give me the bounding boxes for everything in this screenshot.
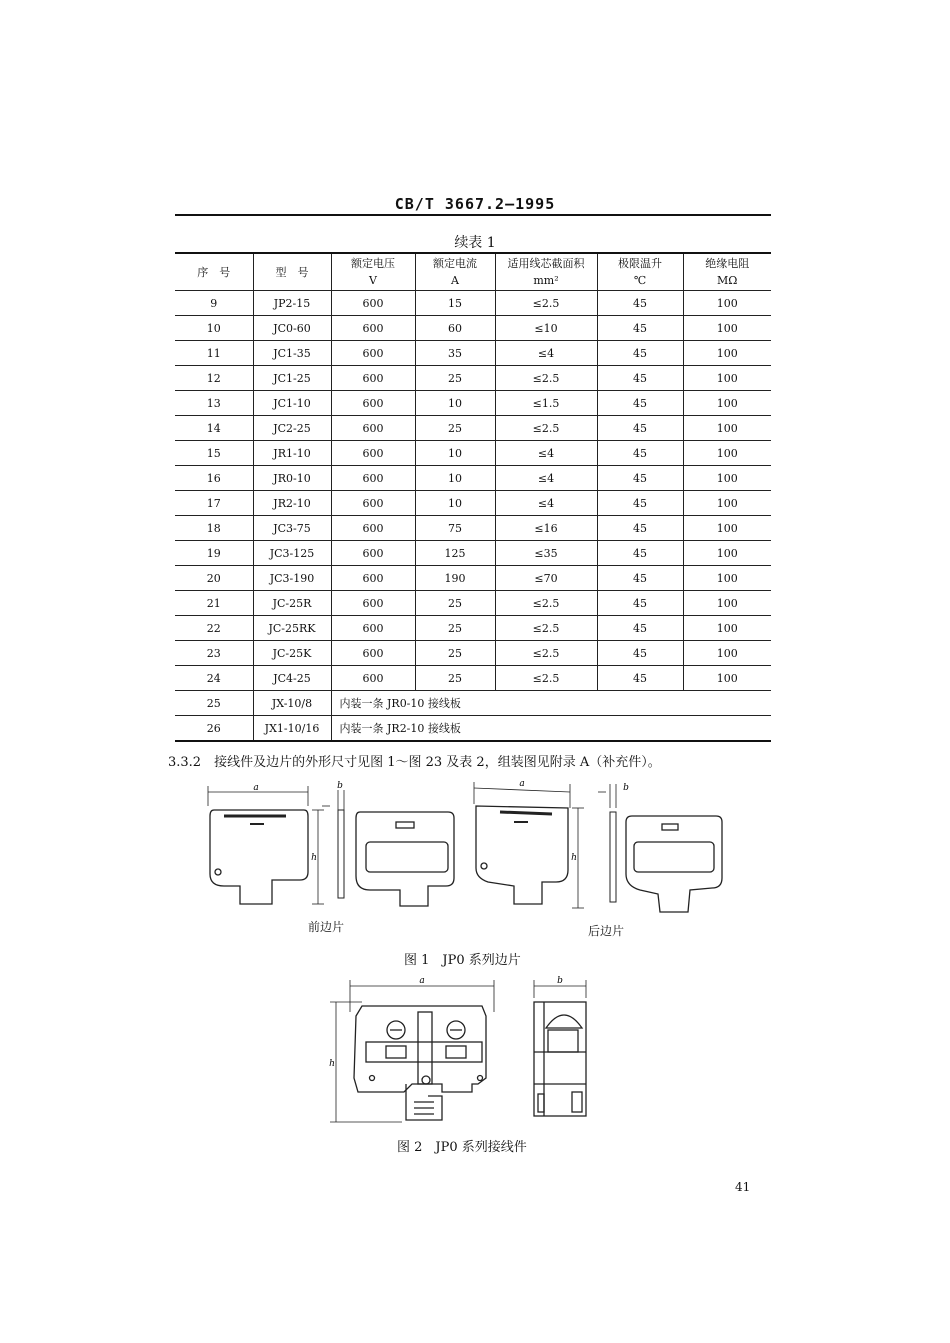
table-note-row <box>175 691 771 716</box>
table-cell: 45 <box>597 491 683 516</box>
table-cell: 17 <box>175 491 253 516</box>
table-cell: 45 <box>597 616 683 641</box>
page-number: 41 <box>735 1180 751 1194</box>
table-row <box>175 641 771 666</box>
table-cell: 45 <box>597 466 683 491</box>
header-line1: 序 号 <box>197 265 231 279</box>
fig1-back-dim-b: b <box>623 783 629 793</box>
table-cell: 25 <box>175 691 253 716</box>
table-cell: 45 <box>597 666 683 691</box>
table-row <box>175 616 771 641</box>
table-cell: JC1-25 <box>253 366 331 391</box>
table-row <box>175 416 771 441</box>
table-cell: 25 <box>415 366 495 391</box>
table-cell: ≤10 <box>495 316 597 341</box>
table-header-cell <box>331 253 415 291</box>
table-cell: 100 <box>683 516 771 541</box>
table-cell: JC1-10 <box>253 391 331 416</box>
table-cell: 600 <box>331 391 415 416</box>
fig2-dim-b: b <box>557 976 563 986</box>
table-row <box>175 491 771 516</box>
table-cell: 100 <box>683 291 771 316</box>
header-rule <box>175 214 771 216</box>
table-cell: 600 <box>331 541 415 566</box>
header-line1: 绝缘电阻 <box>705 257 750 270</box>
table-cell: JX-10/8 <box>253 691 331 716</box>
table-row <box>175 341 771 366</box>
table-cell: ≤4 <box>495 341 597 366</box>
table-cell: 15 <box>175 441 253 466</box>
fig2-dim-a: a <box>419 976 425 986</box>
table-cell: 600 <box>331 366 415 391</box>
section-paragraph: 3.3.2 接线件及边片的外形尺寸见图 1～图 23 及表 2，组装图见附录 A（补充件）。 <box>168 755 661 770</box>
table-cell: 10 <box>415 441 495 466</box>
table-cell: JC1-35 <box>253 341 331 366</box>
table-cell: 45 <box>597 516 683 541</box>
table-cell: 600 <box>331 516 415 541</box>
fig1-front-dim-b: b <box>337 781 343 791</box>
table-cell: 18 <box>175 516 253 541</box>
header-line1: 额定电压 <box>351 257 395 270</box>
table-cell: 10 <box>415 491 495 516</box>
table-cell: 100 <box>683 416 771 441</box>
table-row <box>175 466 771 491</box>
table-cell: ≤35 <box>495 541 597 566</box>
table-cell: 100 <box>683 666 771 691</box>
table-cell: 25 <box>415 616 495 641</box>
table-cell: 9 <box>175 291 253 316</box>
table-header-cell <box>253 253 331 291</box>
table-cell: 45 <box>597 566 683 591</box>
table-cell: 600 <box>331 416 415 441</box>
table-header-cell <box>175 253 253 291</box>
table-cell: ≤2.5 <box>495 666 597 691</box>
header-line2: V <box>369 274 377 287</box>
table-cell: 600 <box>331 566 415 591</box>
table-cell: JR0-10 <box>253 466 331 491</box>
table-cell: 100 <box>683 541 771 566</box>
table-cell: JR1-10 <box>253 441 331 466</box>
table-cell: 100 <box>683 641 771 666</box>
table-cell: 125 <box>415 541 495 566</box>
table-cell: JC-25RK <box>253 616 331 641</box>
table-cell: 19 <box>175 541 253 566</box>
header-line2: mm² <box>533 274 559 287</box>
table-cell: 100 <box>683 466 771 491</box>
table-cell: ≤2.5 <box>495 641 597 666</box>
table-cell: 100 <box>683 366 771 391</box>
table-cell: 190 <box>415 566 495 591</box>
figure2-drawing <box>322 972 602 1130</box>
table-cell: 600 <box>331 291 415 316</box>
fig1-front-dim-a: a <box>253 783 259 793</box>
table-cell: 45 <box>597 291 683 316</box>
table-cell: 45 <box>597 366 683 391</box>
table-cell: JR2-10 <box>253 491 331 516</box>
table-cell: ≤2.5 <box>495 616 597 641</box>
table-cell: 16 <box>175 466 253 491</box>
table-cell: ≤4 <box>495 466 597 491</box>
table-cell: 600 <box>331 466 415 491</box>
table-cell: 25 <box>415 666 495 691</box>
table-cell: JX1-10/16 <box>253 716 331 742</box>
table-cell: 23 <box>175 641 253 666</box>
table-cell: 内装一条 JR0-10 接线板 <box>331 691 771 716</box>
header-line2: ℃ <box>633 274 647 287</box>
header-line1: 适用线芯截面积 <box>507 257 585 270</box>
back-piece-label: 后边片 <box>588 924 625 938</box>
table-cell: ≤4 <box>495 441 597 466</box>
table-cell: ≤70 <box>495 566 597 591</box>
table-row <box>175 516 771 541</box>
table-cell: 100 <box>683 616 771 641</box>
table-cell: JC3-190 <box>253 566 331 591</box>
figure1-back-drawing <box>470 778 735 918</box>
table-cell: 24 <box>175 666 253 691</box>
header-line1: 型 号 <box>275 265 309 279</box>
table-cell: 60 <box>415 316 495 341</box>
table-cell: ≤16 <box>495 516 597 541</box>
fig2-dim-h: h <box>329 1059 335 1069</box>
table-cell: 26 <box>175 716 253 742</box>
table-cell: 600 <box>331 641 415 666</box>
table-cell: ≤2.5 <box>495 366 597 391</box>
table-cell: ≤1.5 <box>495 391 597 416</box>
table-cell: 100 <box>683 566 771 591</box>
table-cell: 600 <box>331 316 415 341</box>
table-cell: ≤4 <box>495 491 597 516</box>
header-line1: 额定电流 <box>433 257 477 270</box>
table-cell: 45 <box>597 591 683 616</box>
table-body <box>175 291 771 742</box>
table-cell: 45 <box>597 391 683 416</box>
table-cell: ≤2.5 <box>495 416 597 441</box>
table-cell: JP2-15 <box>253 291 331 316</box>
table-cell: ≤2.5 <box>495 591 597 616</box>
table-row <box>175 541 771 566</box>
table-cell: 22 <box>175 616 253 641</box>
figure1-front-drawing <box>200 780 470 915</box>
table-note-row <box>175 716 771 742</box>
table-cell: 45 <box>597 641 683 666</box>
spec-table <box>175 252 771 742</box>
table-header-cell <box>683 253 771 291</box>
table-row <box>175 666 771 691</box>
table-cell: 45 <box>597 441 683 466</box>
table-cell: 10 <box>175 316 253 341</box>
table-cell: 100 <box>683 491 771 516</box>
table-cell: JC2-25 <box>253 416 331 441</box>
table-cell: 600 <box>331 441 415 466</box>
fig1-back-dim-h: h <box>571 853 577 863</box>
header-line2: MΩ <box>717 274 738 287</box>
table-cell: JC-25R <box>253 591 331 616</box>
table-cell: 100 <box>683 591 771 616</box>
table-caption: 续表 1 <box>454 235 496 251</box>
figure1-caption: 图 1 JP0 系列边片 <box>404 953 521 968</box>
table-cell: 600 <box>331 341 415 366</box>
table-cell: 10 <box>415 466 495 491</box>
table-cell: 25 <box>415 591 495 616</box>
table-cell: 100 <box>683 441 771 466</box>
table-cell: 45 <box>597 541 683 566</box>
table-cell: 45 <box>597 316 683 341</box>
table-cell: 内装一条 JR2-10 接线板 <box>331 716 771 742</box>
fig1-back-dim-a: a <box>519 779 525 789</box>
table-row <box>175 391 771 416</box>
table-cell: 21 <box>175 591 253 616</box>
standard-code: CB/T 3667.2—1995 <box>394 195 556 213</box>
table-cell: 45 <box>597 341 683 366</box>
table-cell: ≤2.5 <box>495 291 597 316</box>
table-cell: 25 <box>415 416 495 441</box>
table-cell: 25 <box>415 641 495 666</box>
table-header-cell <box>415 253 495 291</box>
table-cell: JC3-75 <box>253 516 331 541</box>
table-cell: 100 <box>683 391 771 416</box>
figure2-caption: 图 2 JP0 系列接线件 <box>397 1140 527 1155</box>
table-cell: 35 <box>415 341 495 366</box>
table-cell: 100 <box>683 316 771 341</box>
table-header-cell <box>495 253 597 291</box>
table-cell: 600 <box>331 591 415 616</box>
table-cell: 12 <box>175 366 253 391</box>
header-line2: A <box>451 274 459 287</box>
table-cell: 10 <box>415 391 495 416</box>
table-row <box>175 366 771 391</box>
table-cell: JC0-60 <box>253 316 331 341</box>
table-cell: 11 <box>175 341 253 366</box>
table-cell: 45 <box>597 416 683 441</box>
front-piece-label: 前边片 <box>308 920 345 934</box>
table-row <box>175 291 771 316</box>
table-cell: 75 <box>415 516 495 541</box>
table-header-cell <box>597 253 683 291</box>
table-cell: JC-25K <box>253 641 331 666</box>
table-header-row <box>175 253 771 291</box>
table-row <box>175 566 771 591</box>
table-cell: 600 <box>331 491 415 516</box>
table-cell: 20 <box>175 566 253 591</box>
fig1-front-dim-h: h <box>311 853 317 863</box>
table-row <box>175 316 771 341</box>
table-cell: 13 <box>175 391 253 416</box>
table-row <box>175 591 771 616</box>
header-line1: 极限温升 <box>618 257 662 270</box>
table-cell: 600 <box>331 616 415 641</box>
table-cell: JC4-25 <box>253 666 331 691</box>
table-cell: 600 <box>331 666 415 691</box>
table-cell: 14 <box>175 416 253 441</box>
table-cell: JC3-125 <box>253 541 331 566</box>
table-cell: 15 <box>415 291 495 316</box>
table-row <box>175 441 771 466</box>
table-cell: 100 <box>683 341 771 366</box>
